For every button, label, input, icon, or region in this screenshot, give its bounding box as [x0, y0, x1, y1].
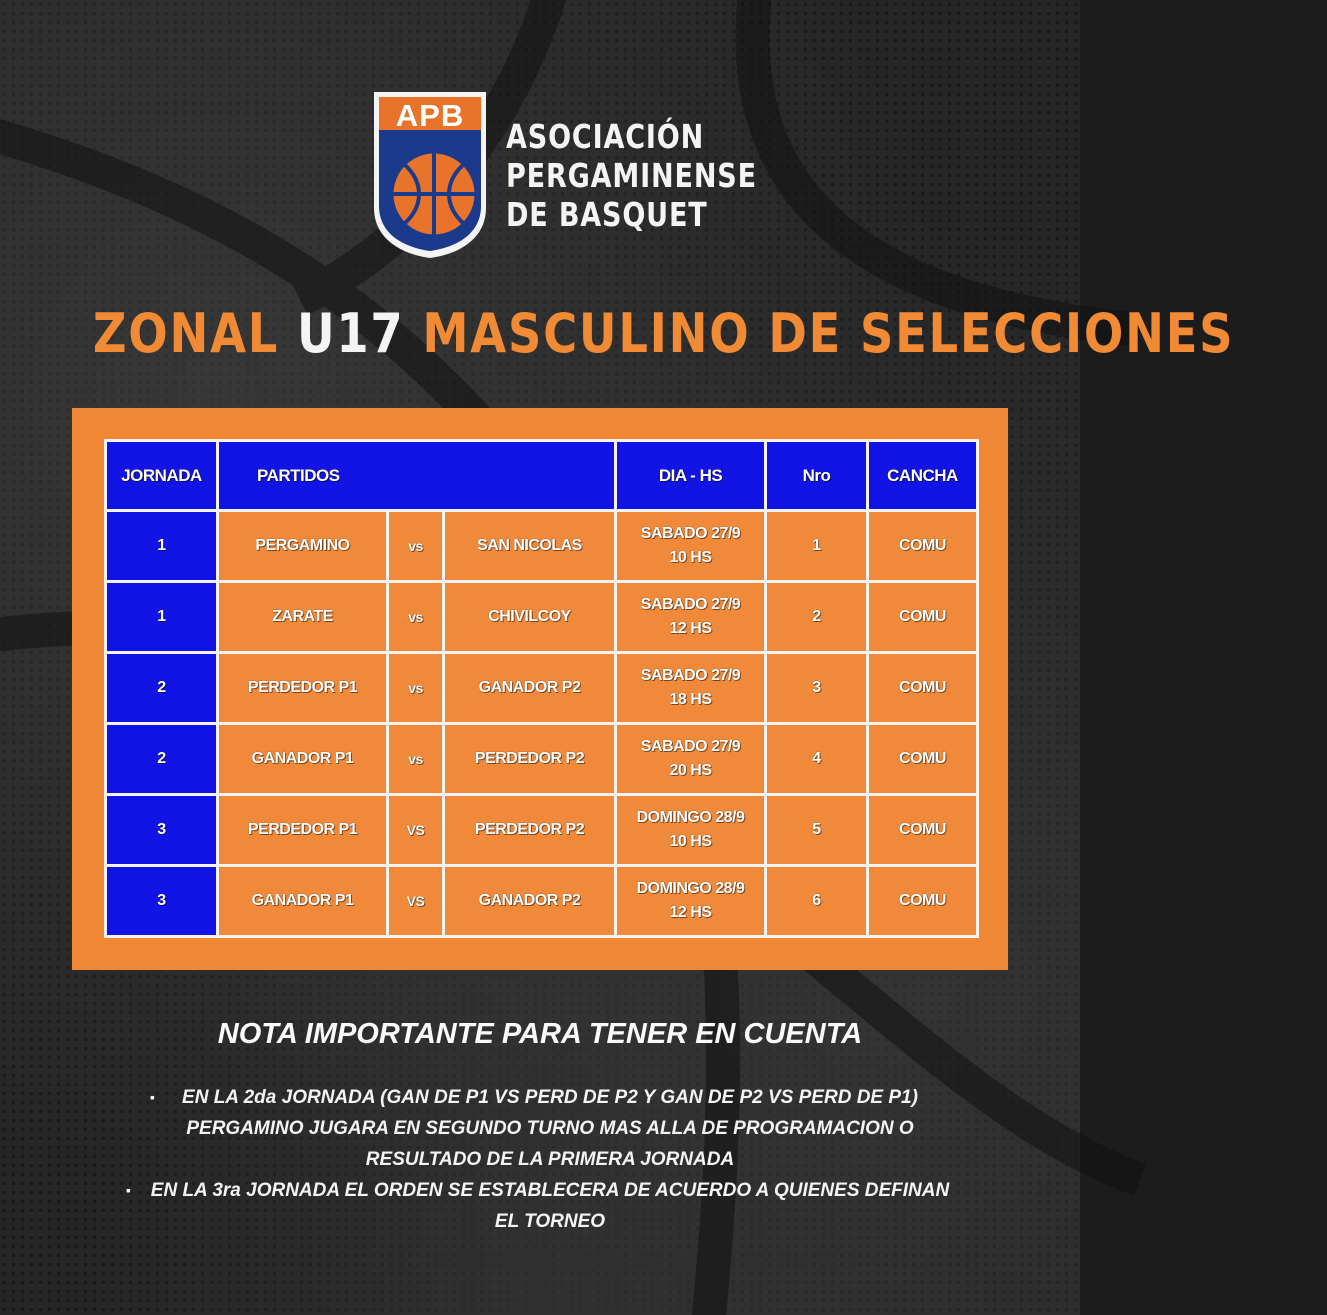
- nota-line: EN LA 2da JORNADA (GAN DE P1 VS PERD DE P2 Y GAN DE P2 VS PERD DE P1): [182, 1087, 918, 1108]
- nota-title: NOTA IMPORTANTE PARA TENER EN CUENTA: [217, 1018, 863, 1050]
- fixture-table: [104, 439, 979, 938]
- cell-vs: vs: [388, 582, 444, 653]
- cell-nro: 3: [766, 653, 868, 724]
- org-name-line: DE BASQUET: [506, 194, 708, 234]
- cell-local: GANADOR P1: [218, 724, 388, 795]
- cell-visitante: CHIVILCOY: [444, 582, 616, 653]
- cell-visitante: PERDEDOR P2: [444, 795, 616, 866]
- cell-dia-hs: [616, 866, 766, 937]
- cell-dia: SABADO 27/9: [640, 596, 741, 613]
- table-header-row: [106, 441, 978, 511]
- cell-dia: SABADO 27/9: [640, 738, 741, 755]
- table-row: [106, 866, 978, 937]
- table-row: [106, 724, 978, 795]
- cell-cancha: COMU: [868, 724, 978, 795]
- cell-jornada: 1: [106, 582, 218, 653]
- cell-cancha: COMU: [868, 866, 978, 937]
- cell-dia-hs: [616, 653, 766, 724]
- header: [372, 90, 812, 260]
- cell-visitante: GANADOR P2: [444, 653, 616, 724]
- cell-cancha: COMU: [868, 582, 978, 653]
- cell-dia: SABADO 27/9: [640, 525, 741, 542]
- cell-jornada: 2: [106, 653, 218, 724]
- cell-visitante: GANADOR P2: [444, 866, 616, 937]
- org-name-line: ASOCIACIÓN: [506, 116, 705, 156]
- title-zonal: ZONAL: [92, 302, 280, 365]
- table-row: [106, 795, 978, 866]
- table-row: [106, 582, 978, 653]
- header-nro: Nro: [766, 441, 868, 511]
- cell-hora: 18 HS: [669, 691, 712, 708]
- cell-nro: 5: [766, 795, 868, 866]
- cell-local: PERDEDOR P1: [218, 653, 388, 724]
- cell-cancha: COMU: [868, 653, 978, 724]
- cell-dia-hs: [616, 724, 766, 795]
- cell-local: GANADOR P1: [218, 866, 388, 937]
- org-name-line: PERGAMINENSE: [506, 155, 757, 195]
- cell-jornada: 1: [106, 511, 218, 582]
- logo-text: APB: [395, 98, 465, 133]
- cell-vs: vs: [388, 511, 444, 582]
- table-row: [106, 511, 978, 582]
- bullet-icon: ▪: [150, 1089, 155, 1105]
- cell-hora: 20 HS: [669, 762, 712, 779]
- cell-hora: 12 HS: [669, 904, 712, 921]
- cell-nro: 1: [766, 511, 868, 582]
- cell-hora: 10 HS: [669, 549, 712, 566]
- header-partidos: PARTIDOS: [218, 441, 616, 511]
- cell-visitante: PERDEDOR P2: [444, 724, 616, 795]
- cell-dia: DOMINGO 28/9: [636, 809, 745, 826]
- cell-vs: vs: [388, 724, 444, 795]
- cell-dia: SABADO 27/9: [640, 667, 741, 684]
- cell-vs: VS: [388, 866, 444, 937]
- cell-cancha: COMU: [868, 511, 978, 582]
- header-dia-hs: DIA - HS: [616, 441, 766, 511]
- cell-local: PERDEDOR P1: [218, 795, 388, 866]
- cell-vs: vs: [388, 653, 444, 724]
- nota-line: EN LA 3ra JORNADA EL ORDEN SE ESTABLECERA DE ACUERDO A QUIENES DEFINAN: [150, 1180, 950, 1201]
- nota-item: [120, 1175, 980, 1237]
- cell-jornada: 3: [106, 795, 218, 866]
- cell-nro: 2: [766, 582, 868, 653]
- cell-hora: 10 HS: [669, 833, 712, 850]
- org-name: [506, 117, 757, 234]
- cell-local: ZARATE: [218, 582, 388, 653]
- cell-vs: VS: [388, 795, 444, 866]
- cell-dia-hs: [616, 582, 766, 653]
- nota-line: PERGAMINO JUGARA EN SEGUNDO TURNO MAS ALLA DE PROGRAMACION O: [186, 1118, 914, 1139]
- cell-hora: 12 HS: [669, 620, 712, 637]
- fixture-table-frame: [72, 408, 1008, 970]
- cell-cancha: COMU: [868, 795, 978, 866]
- nota-line: RESULTADO DE LA PRIMERA JORNADA: [365, 1149, 735, 1170]
- nota-item: [120, 1082, 980, 1175]
- cell-visitante: SAN NICOLAS: [444, 511, 616, 582]
- title-category: U17: [296, 302, 405, 365]
- table-row: [106, 653, 978, 724]
- cell-local: PERGAMINO: [218, 511, 388, 582]
- cell-nro: 6: [766, 866, 868, 937]
- nota-list: [120, 1082, 980, 1237]
- title-rest: MASCULINO DE SELECCIONES: [422, 302, 1235, 365]
- header-cancha: CANCHA: [868, 441, 978, 511]
- cell-dia-hs: [616, 795, 766, 866]
- cell-dia: DOMINGO 28/9: [636, 880, 745, 897]
- header-jornada: JORNADA: [106, 441, 218, 511]
- nota-line: EL TORNEO: [494, 1211, 606, 1232]
- page-title: [0, 302, 1235, 365]
- cell-dia-hs: [616, 511, 766, 582]
- cell-nro: 4: [766, 724, 868, 795]
- bullet-icon: ▪: [126, 1182, 131, 1198]
- cell-jornada: 2: [106, 724, 218, 795]
- cell-jornada: 3: [106, 866, 218, 937]
